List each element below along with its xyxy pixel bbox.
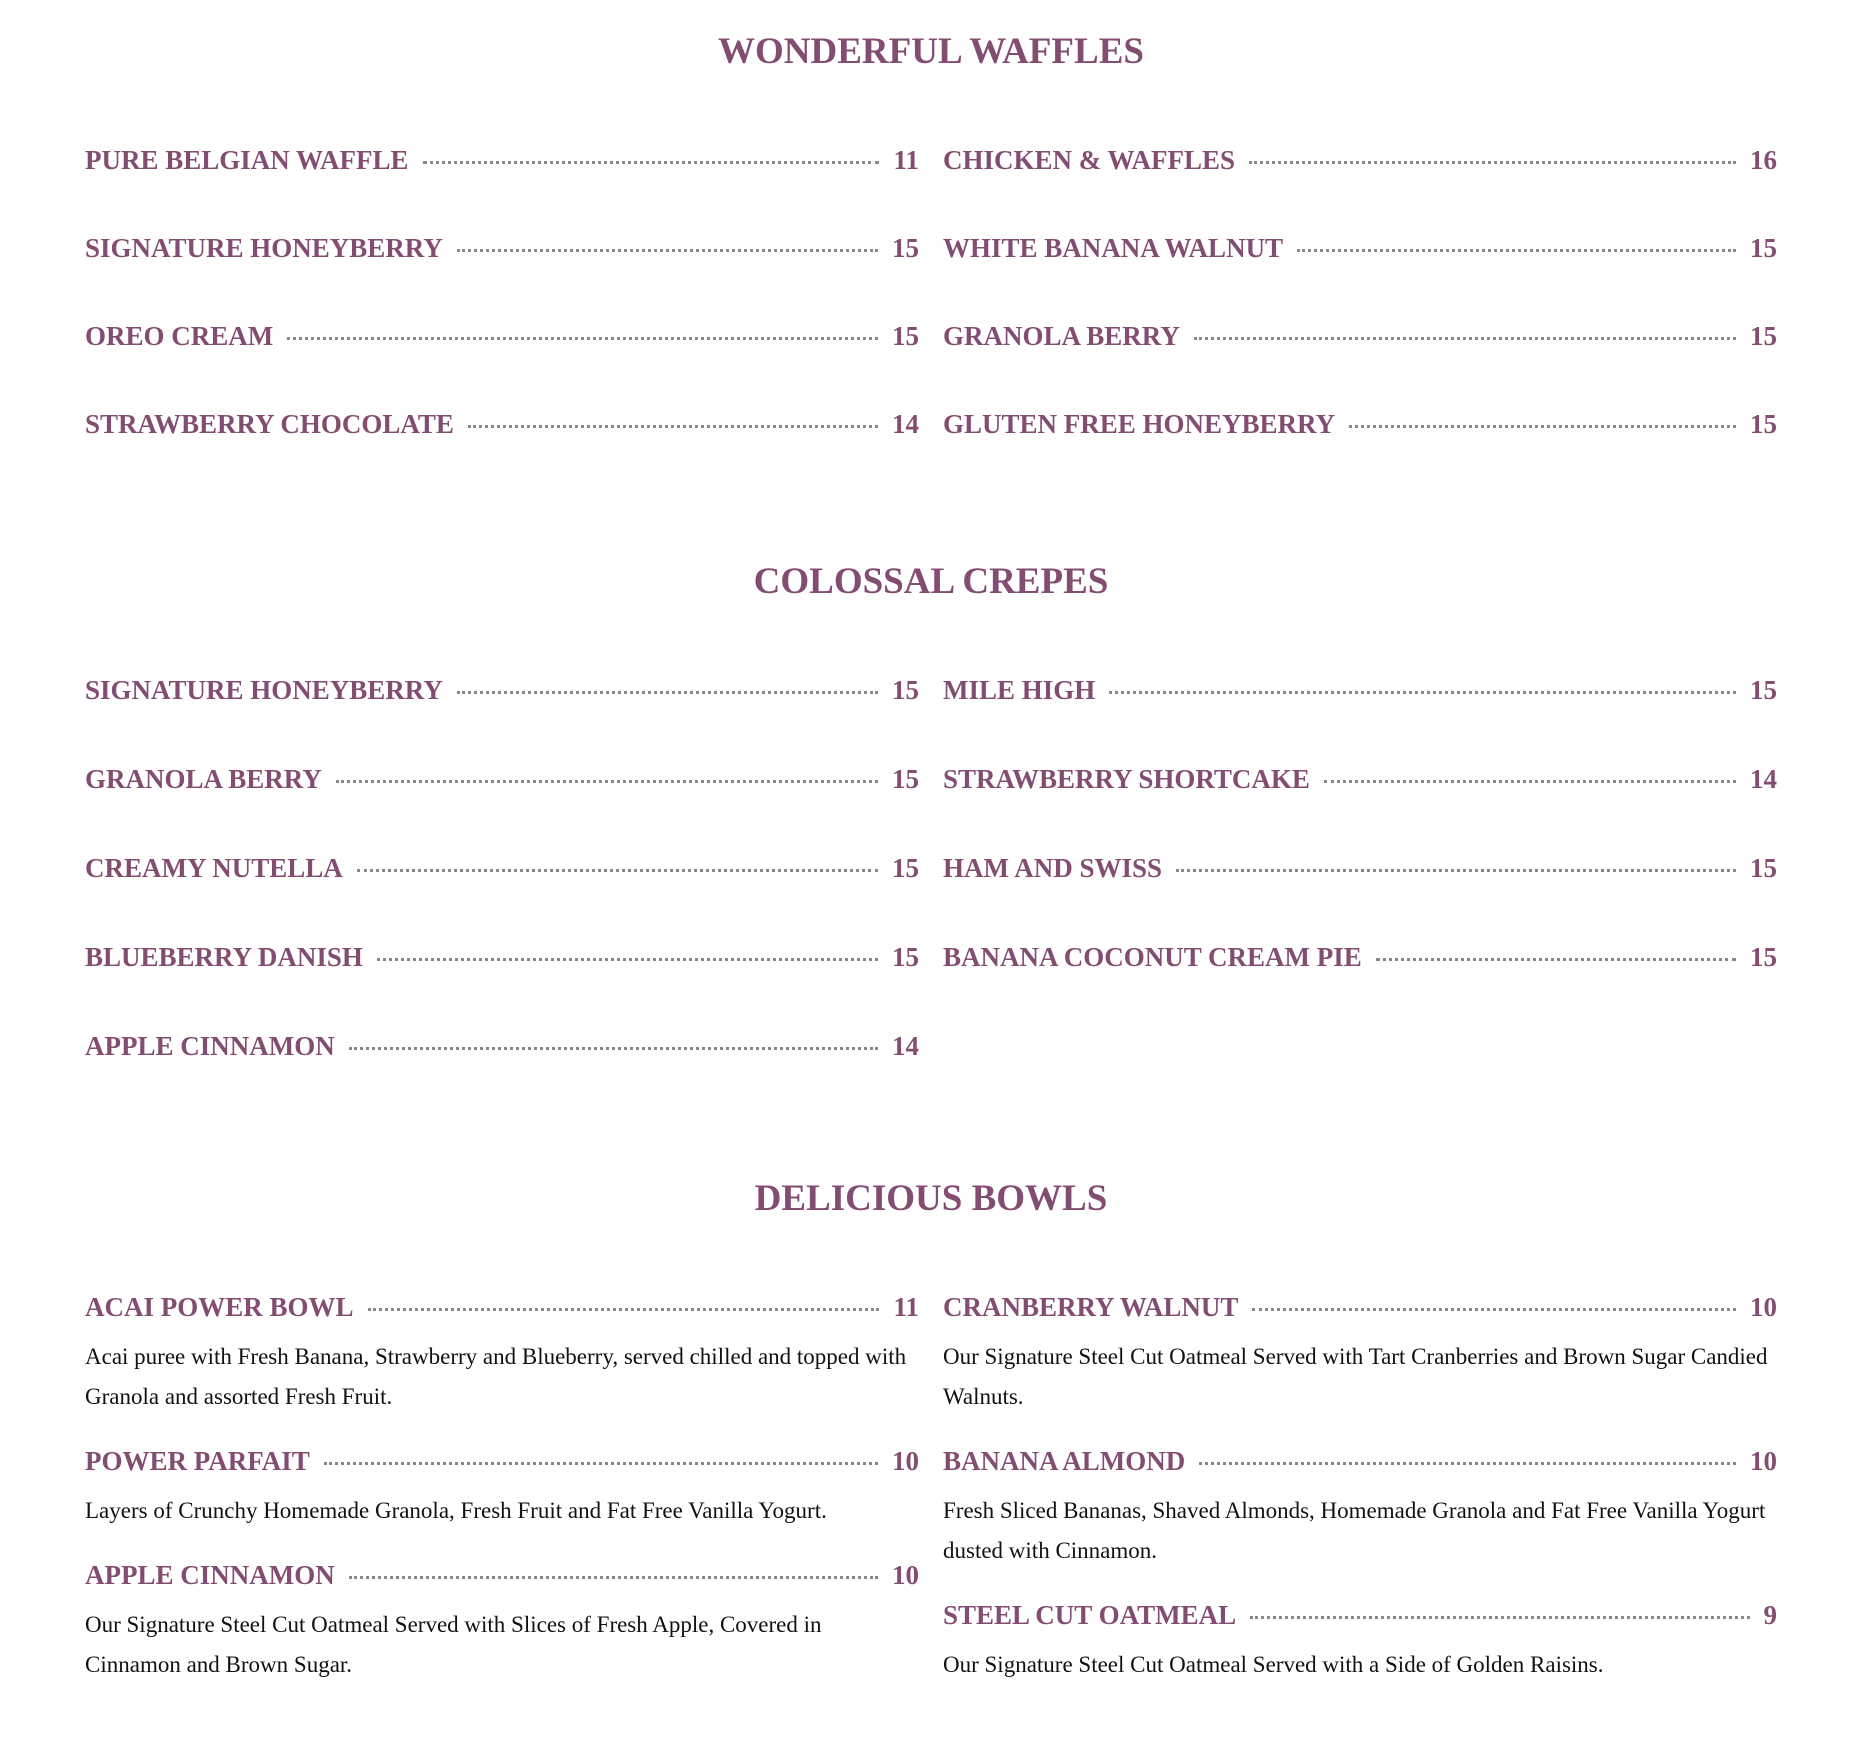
item-name: SIGNATURE HONEYBERRY — [85, 674, 443, 705]
item-description: Our Signature Steel Cut Oatmeal Served with Slices of Fresh Apple, Covered in Cinnamon and Brown Sugar. — [85, 1612, 822, 1677]
item-description: Our Signature Steel Cut Oatmeal Served with a Side of Golden Raisins. — [943, 1652, 1604, 1677]
item-price: 15 — [1750, 232, 1777, 263]
dotted-leader — [1252, 1308, 1736, 1311]
menu-item — [85, 314, 919, 358]
item-price: 15 — [1750, 320, 1777, 351]
dotted-leader — [349, 1576, 878, 1579]
menu-item — [85, 138, 919, 182]
dotted-leader — [287, 337, 878, 340]
dotted-leader — [1194, 337, 1736, 340]
item-description: Acai puree with Fresh Banana, Strawberry and Blueberry, served chilled and topped with Granola and assorted Fresh Fruit. — [85, 1344, 907, 1409]
dotted-leader — [1249, 161, 1736, 164]
waffles-section — [85, 30, 1777, 446]
item-price: 10 — [1750, 1291, 1777, 1322]
item-price: 10 — [892, 1559, 919, 1590]
item-name: APPLE CINNAMON — [85, 1030, 335, 1061]
dotted-leader — [423, 161, 880, 164]
menu-item — [85, 1439, 919, 1483]
item-name: BLUEBERRY DANISH — [85, 941, 363, 972]
item-name: WHITE BANANA WALNUT — [943, 232, 1284, 263]
dotted-leader — [1250, 1616, 1749, 1619]
item-price: 15 — [892, 852, 919, 883]
item-price: 14 — [892, 1030, 919, 1061]
item-price: 10 — [1750, 1445, 1777, 1476]
item-name: STRAWBERRY CHOCOLATE — [85, 408, 454, 439]
item-price: 15 — [892, 674, 919, 705]
item-description: Fresh Sliced Bananas, Shaved Almonds, Homemade Granola and Fat Free Vanilla Yogurt dusted with Cinnamon. — [943, 1498, 1766, 1563]
dotted-leader — [468, 425, 878, 428]
menu-item — [943, 846, 1777, 890]
item-name: PURE BELGIAN WAFFLE — [85, 144, 409, 175]
item-name: CRANBERRY WALNUT — [943, 1291, 1239, 1322]
menu-item — [85, 1285, 919, 1329]
menu-item — [943, 1285, 1777, 1329]
dotted-leader — [377, 958, 878, 961]
dotted-leader — [349, 1047, 878, 1050]
menu-item — [85, 1024, 919, 1068]
dotted-leader — [1324, 780, 1736, 783]
item-price: 15 — [1750, 941, 1777, 972]
dotted-leader — [1349, 425, 1736, 428]
item-name: BANANA COCONUT CREAM PIE — [943, 941, 1362, 972]
menu-item — [85, 226, 919, 270]
item-name: CHICKEN & WAFFLES — [943, 144, 1236, 175]
dotted-leader — [368, 1308, 880, 1311]
crepes-section — [85, 560, 1777, 1068]
item-description: Layers of Crunchy Homemade Granola, Fresh Fruit and Fat Free Vanilla Yogurt. — [85, 1498, 827, 1523]
menu-item — [85, 757, 919, 801]
dotted-leader — [1297, 249, 1736, 252]
menu-item — [85, 1553, 919, 1597]
menu-item — [943, 402, 1777, 446]
item-price: 15 — [892, 320, 919, 351]
section-title: DELICIOUS BOWLS — [754, 1178, 1108, 1219]
item-name: SIGNATURE HONEYBERRY — [85, 232, 443, 263]
menu-item — [943, 668, 1777, 712]
menu-item — [943, 757, 1777, 801]
item-price: 15 — [892, 941, 919, 972]
right-column — [943, 138, 1777, 446]
item-name: STRAWBERRY SHORTCAKE — [943, 763, 1310, 794]
left-column — [85, 1285, 919, 1685]
dotted-leader — [457, 691, 878, 694]
item-name: CREAMY NUTELLA — [85, 852, 343, 883]
item-name: STEEL CUT OATMEAL — [943, 1599, 1237, 1630]
menu-item — [85, 402, 919, 446]
left-column — [85, 668, 919, 1068]
menu-item — [85, 846, 919, 890]
dotted-leader — [1176, 869, 1736, 872]
item-price: 14 — [1750, 763, 1777, 794]
dotted-leader — [1376, 958, 1736, 961]
right-column — [943, 1285, 1777, 1685]
item-name: GRANOLA BERRY — [943, 320, 1180, 351]
menu-item — [943, 935, 1777, 979]
item-description: Our Signature Steel Cut Oatmeal Served with Tart Cranberries and Brown Sugar Candied Walnuts. — [943, 1344, 1768, 1409]
item-name: HAM AND SWISS — [943, 852, 1163, 883]
menu-item — [943, 1439, 1777, 1483]
menu-item — [943, 226, 1777, 270]
menu-item — [85, 668, 919, 712]
item-name: APPLE CINNAMON — [85, 1559, 335, 1590]
item-price: 16 — [1750, 144, 1777, 175]
item-name: BANANA ALMOND — [943, 1445, 1186, 1476]
item-price: 15 — [1750, 674, 1777, 705]
menu-item — [85, 935, 919, 979]
dotted-leader — [324, 1462, 878, 1465]
menu-item — [943, 314, 1777, 358]
item-price: 15 — [892, 232, 919, 263]
item-price: 10 — [892, 1445, 919, 1476]
item-price: 11 — [893, 144, 919, 175]
item-name: POWER PARFAIT — [85, 1445, 310, 1476]
item-name: OREO CREAM — [85, 320, 274, 351]
item-name: GLUTEN FREE HONEYBERRY — [943, 408, 1336, 439]
dotted-leader — [457, 249, 878, 252]
item-price: 14 — [892, 408, 919, 439]
right-column — [943, 668, 1777, 1068]
dotted-leader — [1109, 691, 1736, 694]
item-name: ACAI POWER BOWL — [85, 1291, 354, 1322]
item-name: MILE HIGH — [943, 674, 1096, 705]
left-column — [85, 138, 919, 446]
section-title: WONDERFUL WAFFLES — [718, 31, 1144, 72]
item-price: 15 — [1750, 852, 1777, 883]
item-price: 15 — [892, 763, 919, 794]
dotted-leader — [336, 780, 878, 783]
menu-item — [943, 1593, 1777, 1637]
item-price: 11 — [893, 1291, 919, 1322]
item-name: GRANOLA BERRY — [85, 763, 322, 794]
bowls-section — [85, 1177, 1777, 1685]
item-price: 9 — [1763, 1599, 1777, 1630]
section-title: COLOSSAL CREPES — [753, 561, 1109, 602]
dotted-leader — [1199, 1462, 1736, 1465]
menu-item — [943, 138, 1777, 182]
item-price: 15 — [1750, 408, 1777, 439]
dotted-leader — [357, 869, 878, 872]
